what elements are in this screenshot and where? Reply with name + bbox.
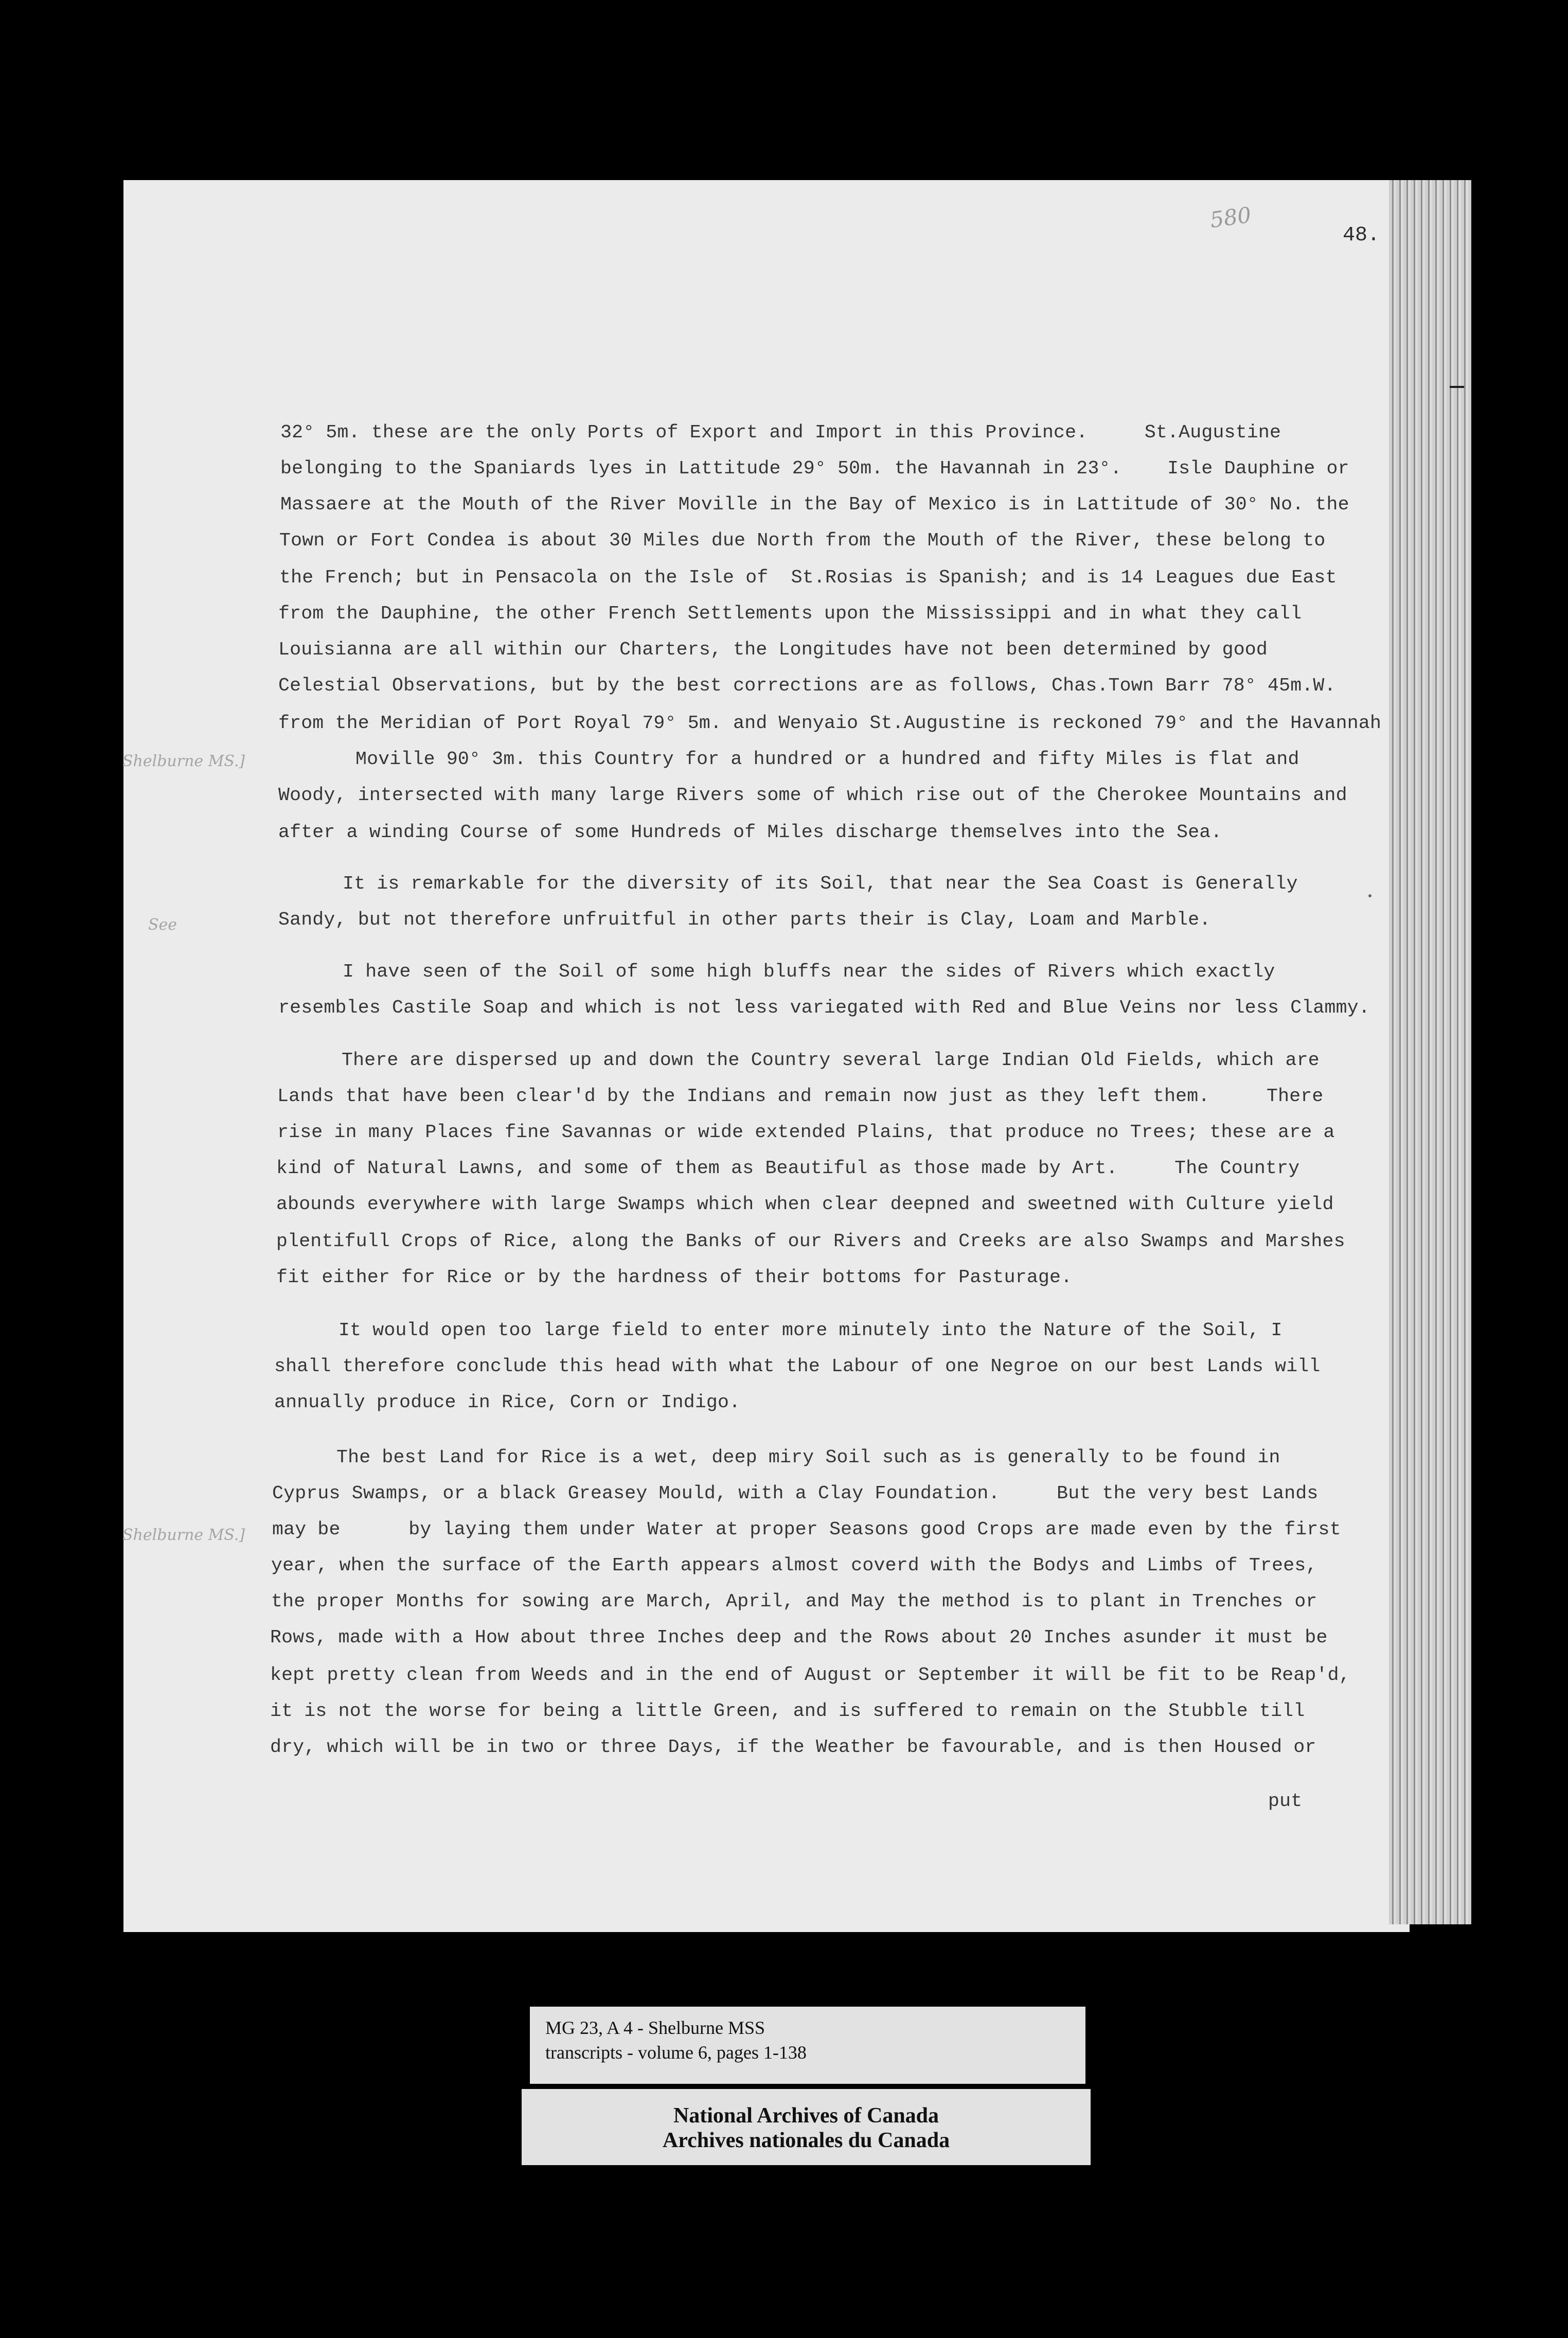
stray-mark — [1368, 894, 1371, 897]
text-line: dry, which will be in two or three Days, if the Weather be favourable, and is then Housed or — [270, 1737, 1316, 1758]
text-line: from the Dauphine, the other French Settlements upon the Mississippi and in what they call — [278, 603, 1302, 624]
collection-description: transcripts - volume 6, pages 1-138 — [545, 2042, 807, 2063]
text-line: may be by laying them under Water at proper Seasons good Crops are made even by the first — [272, 1519, 1341, 1540]
text-line: Celestial Observations, but by the best corrections are as follows, Chas.Town Barr 78° 45m.W. — [278, 675, 1336, 696]
pencil-folio-number: 580 — [1208, 202, 1253, 233]
text-line: It is remarkable for the diversity of its Soil, that near the Sea Coast is Generally — [343, 873, 1298, 894]
margin-note: See — [148, 916, 177, 934]
text-line: belonging to the Spaniards lyes in Lattitude 29° 50m. the Havannah in 23°. Isle Dauphine or — [280, 458, 1349, 479]
text-line: Cyprus Swamps, or a black Greasey Mould, with a Clay Foundation. But the very best Lands — [272, 1483, 1318, 1504]
text-line: I have seen of the Soil of some high bluffs near the sides of Rivers which exactly — [343, 961, 1275, 982]
text-line: put — [1268, 1791, 1303, 1812]
text-line: Moville 90° 3m. this Country for a hundred or a hundred and fifty Miles is flat and — [355, 749, 1299, 770]
text-line: the French; but in Pensacola on the Isle of St.Rosias is Spanish; and is 14 Leagues due East — [279, 567, 1337, 588]
text-line: the proper Months for sowing are March, April, and May the method is to plant in Trenches or — [271, 1591, 1317, 1612]
text-line: kept pretty clean from Weeds and in the end of August or September it will be fit to be Reap'd, — [270, 1664, 1350, 1686]
book-page-edges — [1389, 180, 1471, 1924]
text-line: Woody, intersected with many large Rivers some of which rise out of the Cherokee Mountains and — [278, 785, 1347, 806]
text-line: It would open too large field to enter more minutely into the Nature of the Soil, I — [338, 1320, 1282, 1341]
text-line: plentifull Crops of Rice, along the Banks of our Rivers and Creeks are also Swamps and Marshes — [276, 1231, 1345, 1252]
margin-note: Shelburne MS.] — [122, 1526, 245, 1544]
text-line: kind of Natural Lawns, and some of them as Beautiful as those made by Art. The Country — [276, 1158, 1300, 1179]
archive-name-fr: Archives nationales du Canada — [662, 2129, 950, 2152]
text-line: resembles Castile Soap and which is not less variegated with Red and Blue Veins nor less Clammy. — [278, 997, 1370, 1018]
text-line: it is not the worse for being a little Green, and is suffered to remain on the Stubble till — [270, 1701, 1305, 1722]
text-line: abounds everywhere with large Swamps which when clear deepned and sweetned with Culture yield — [276, 1194, 1334, 1215]
archive-label — [522, 2089, 1091, 2165]
text-line: The best Land for Rice is a wet, deep miry Soil such as is generally to be found in — [336, 1447, 1280, 1468]
text-line: There are dispersed up and down the Country several large Indian Old Fields, which are — [342, 1050, 1320, 1071]
text-line: 32° 5m. these are the only Ports of Export and Import in this Province. St.Augustine — [280, 422, 1281, 443]
archive-name-en: National Archives of Canada — [673, 2104, 939, 2128]
text-line: Sandy, but not therefore unfruitful in other parts their is Clay, Loam and Marble. — [278, 909, 1211, 930]
page-number: 48. — [1343, 224, 1380, 247]
text-line: shall therefore conclude this head with what the Labour of one Negroe on our best Lands will — [274, 1356, 1321, 1377]
margin-note: Shelburne MS.] — [122, 752, 245, 770]
text-line: Massaere at the Mouth of the River Moville in the Bay of Mexico is in Lattitude of 30° No. the — [280, 494, 1349, 515]
text-line: Town or Fort Condea is about 30 Miles due North from the Mouth of the River, these belong to — [279, 530, 1326, 551]
text-line: annually produce in Rice, Corn or Indigo. — [274, 1392, 741, 1413]
text-line: after a winding Course of some Hundreds of Miles discharge themselves into the Sea. — [278, 822, 1222, 843]
text-line: rise in many Places fine Savannas or wide extended Plains, that produce no Trees; these are a — [277, 1122, 1335, 1143]
text-line: year, when the surface of the Earth appears almost coverd with the Bodys and Limbs of Trees, — [271, 1555, 1317, 1576]
text-line: Lands that have been clear'd by the Indians and remain now just as they left them. There — [277, 1086, 1324, 1107]
text-line: from the Meridian of Port Royal 79° 5m. and Wenyaio St.Augustine is reckoned 79° and the Havannah — [278, 713, 1382, 734]
collection-reference: MG 23, A 4 - Shelburne MSS — [545, 2017, 765, 2038]
collection-label — [530, 2007, 1085, 2084]
text-line: Louisianna are all within our Charters, the Longitudes have not been determined by good — [278, 639, 1268, 660]
text-line: Rows, made with a How about three Inches deep and the Rows about 20 Inches asunder it must be — [270, 1627, 1328, 1648]
page-edge-mark — [1450, 386, 1464, 388]
text-line: fit either for Rice or by the hardness of their bottoms for Pasturage. — [276, 1267, 1073, 1288]
